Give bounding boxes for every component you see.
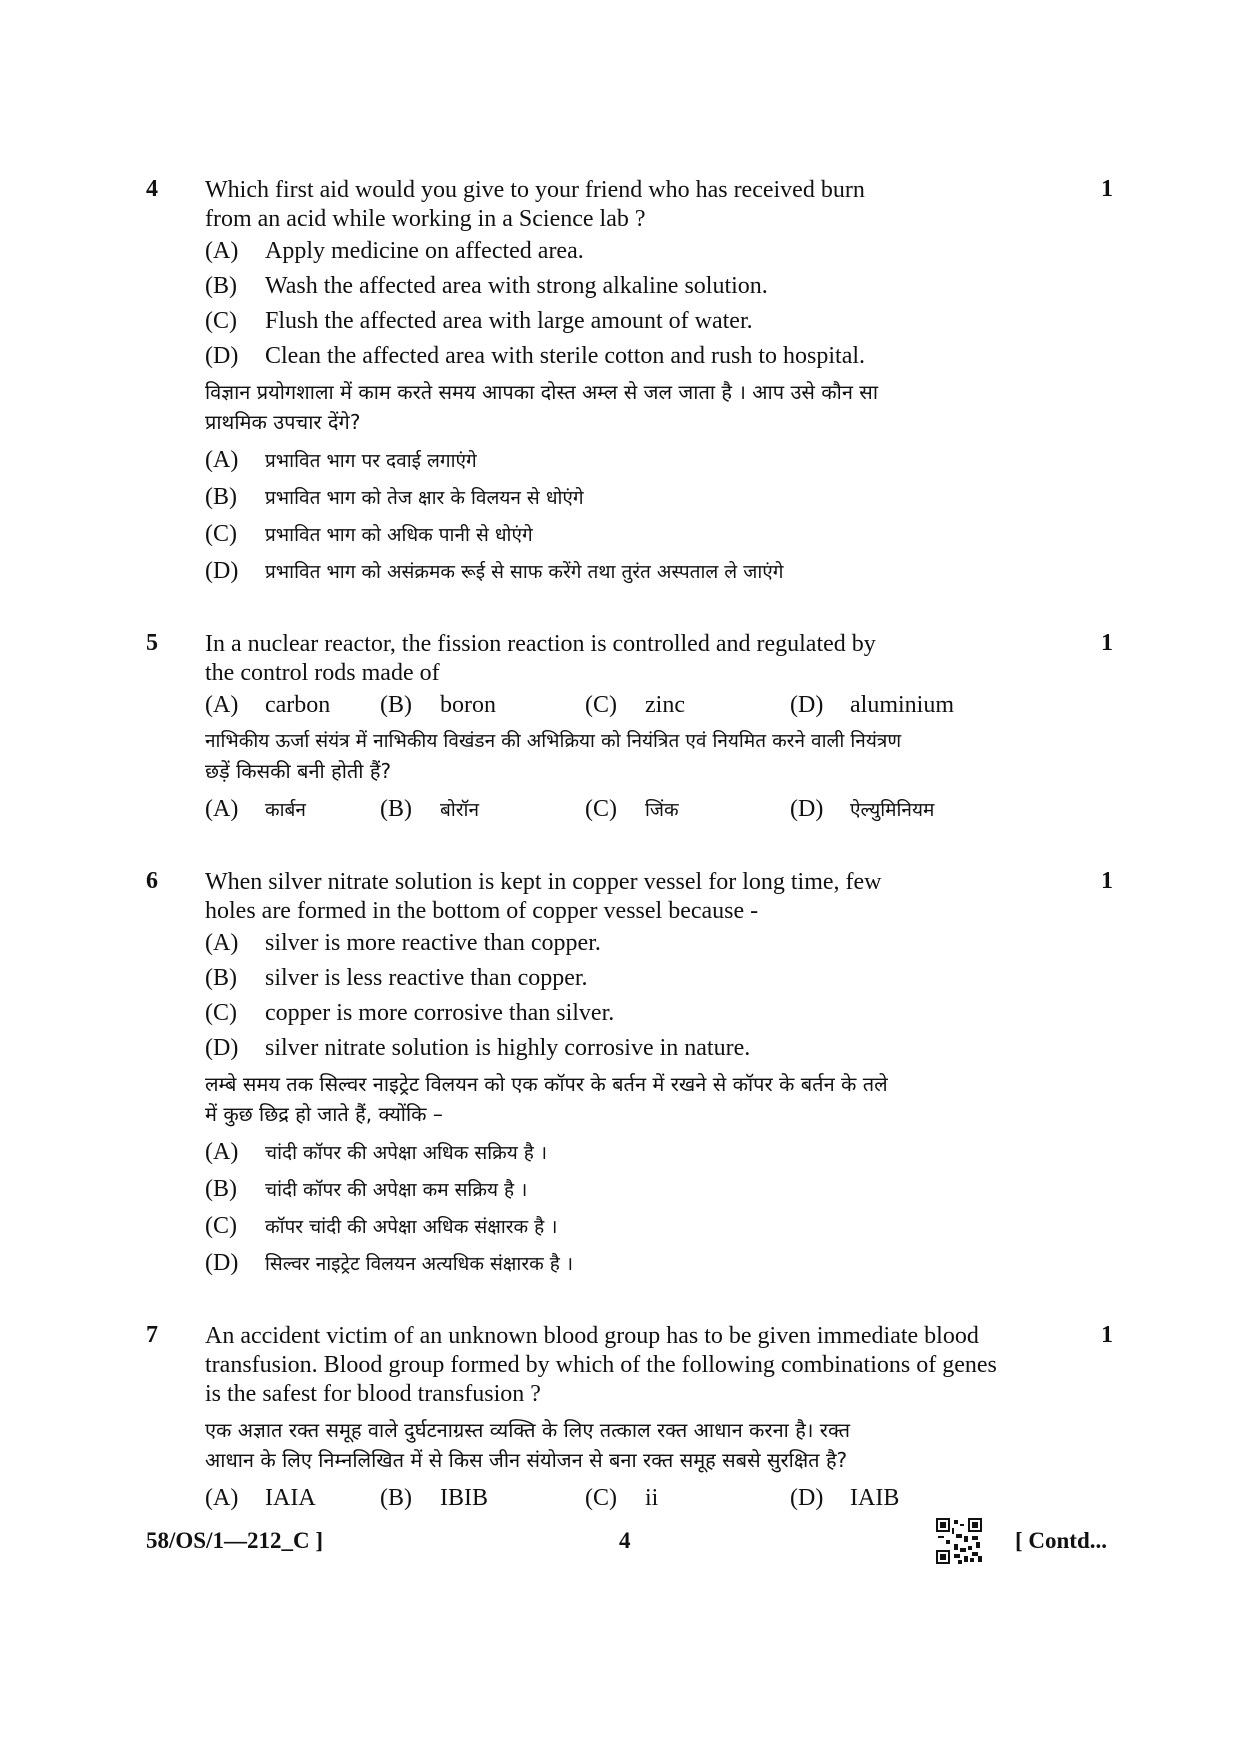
option-label: (C)	[205, 308, 237, 334]
option-label: (C)	[205, 1213, 237, 1239]
option-text: IAIA	[265, 1485, 316, 1511]
option-text: copper is more corrosive than silver.	[265, 1000, 615, 1026]
question-text-line: Which first aid would you give to your friend who has received burn	[205, 177, 865, 203]
option-label: (D)	[205, 558, 239, 584]
option-text: जिंक	[645, 799, 679, 821]
option-a	[205, 691, 330, 720]
option-label: (D)	[205, 343, 239, 369]
question-text-hindi	[205, 726, 1085, 786]
hindi-text-line: लम्बे समय तक सिल्वर नाइट्रेट विलयन को एक कॉपर के बर्तन में रखने से कॉपर के बर्तन के तले	[205, 1072, 888, 1096]
hindi-option-c	[585, 795, 679, 825]
question-text	[205, 1322, 1085, 1409]
option-a	[205, 1484, 316, 1513]
question-text	[205, 868, 1065, 926]
question-number: 5	[146, 630, 158, 656]
option-b	[380, 691, 496, 720]
question-text-line: An accident victim of an unknown blood group has to be given immediate blood	[205, 1323, 979, 1349]
option-label: (D)	[790, 692, 824, 718]
hindi-text-line: विज्ञान प्रयोगशाला में काम करते समय आपका दोस्त अम्ल से जल जाता है । आप उसे कौन सा	[205, 380, 878, 404]
option-c	[205, 999, 614, 1028]
option-label: (D)	[790, 1485, 824, 1511]
option-label: (D)	[205, 1250, 239, 1276]
option-label: (C)	[205, 521, 237, 547]
option-label: (A)	[205, 1139, 239, 1165]
option-label: (C)	[205, 1000, 237, 1026]
question-text	[205, 630, 1065, 688]
option-label: (A)	[205, 930, 239, 956]
option-label: (B)	[380, 692, 412, 718]
question-marks: 1	[1101, 1322, 1113, 1348]
option-b	[380, 1484, 488, 1513]
option-label: (B)	[205, 965, 237, 991]
option-text: ऐल्युमिनियम	[850, 799, 935, 821]
option-d	[205, 342, 865, 371]
option-d	[205, 1034, 750, 1063]
question-number: 6	[146, 868, 158, 894]
hindi-option-c	[205, 1212, 557, 1242]
option-label: (A)	[205, 1485, 239, 1511]
hindi-text-line: प्राथमिक उपचार देंगे?	[205, 410, 361, 434]
option-label: (C)	[585, 1485, 617, 1511]
question-marks: 1	[1101, 176, 1113, 202]
question-text-line: is the safest for blood transfusion ?	[205, 1381, 541, 1407]
question-text-line: from an acid while working in a Science lab ?	[205, 206, 646, 232]
option-text: प्रभावित भाग पर दवाई लगाएंगे	[265, 450, 477, 472]
option-text: प्रभावित भाग को अधिक पानी से धोएंगे	[265, 524, 533, 546]
option-label: (B)	[380, 796, 412, 822]
hindi-option-a	[205, 795, 306, 825]
option-a	[205, 237, 584, 266]
option-label: (C)	[585, 692, 617, 718]
paper-code: 58/OS/1—212_C ]	[146, 1528, 323, 1553]
question-text-hindi	[205, 1069, 1065, 1129]
option-text: IAIB	[850, 1485, 900, 1511]
option-text: boron	[440, 692, 496, 718]
option-c	[585, 691, 685, 720]
option-text: carbon	[265, 692, 331, 718]
question-text-hindi	[205, 377, 1065, 437]
option-text: चांदी कॉपर की अपेक्षा अधिक सक्रिय है ।	[265, 1142, 548, 1164]
option-text: सिल्वर नाइट्रेट विलयन अत्यधिक संक्षारक है ।	[265, 1253, 574, 1275]
question-text-line: holes are formed in the bottom of copper vessel because -	[205, 898, 759, 924]
question-text	[205, 176, 1065, 234]
continued-label: [ Contd...	[1015, 1528, 1108, 1553]
question-marks: 1	[1101, 868, 1113, 894]
option-label: (B)	[205, 1176, 237, 1202]
question-text-line: the control rods made of	[205, 660, 440, 686]
option-text: IBIB	[440, 1485, 488, 1511]
option-label: (A)	[205, 796, 239, 822]
option-text: कार्बन	[265, 799, 306, 821]
option-text: ii	[645, 1485, 659, 1511]
option-label: (B)	[205, 484, 237, 510]
question-text-line: transfusion. Blood group formed by which of the following combinations of genes	[205, 1352, 997, 1378]
question-text-hindi	[205, 1415, 1085, 1475]
hindi-text-line: आधान के लिए निम्नलिखित में से किस जीन संयोजन से बना रक्त समूह सबसे सुरक्षित है?	[205, 1448, 848, 1472]
qr-code-icon	[936, 1518, 982, 1564]
question-number: 4	[146, 176, 158, 202]
option-label: (D)	[205, 1035, 239, 1061]
option-label: (C)	[585, 796, 617, 822]
hindi-option-d	[205, 1249, 573, 1279]
question-number: 7	[146, 1322, 158, 1348]
option-b	[205, 272, 768, 301]
hindi-option-c	[205, 520, 533, 550]
hindi-text-line: एक अज्ञात रक्त समूह वाले दुर्घटनाग्रस्त व्यक्ति के लिए तत्काल रक्त आधान करना है। रक्त	[205, 1418, 851, 1442]
option-label: (A)	[205, 692, 239, 718]
option-text: zinc	[645, 692, 685, 718]
hindi-option-a	[205, 1138, 547, 1168]
hindi-text-line: नाभिकीय ऊर्जा संयंत्र में नाभिकीय विखंडन की अभिक्रिया को नियंत्रित एवं नियमित करने वाली नियंत्रण	[205, 730, 902, 752]
option-text: silver is more reactive than copper.	[265, 930, 601, 956]
option-text: silver is less reactive than copper.	[265, 965, 588, 991]
option-text: प्रभावित भाग को तेज क्षार के विलयन से धोएंगे	[265, 487, 584, 509]
option-text: Flush the affected area with large amount of water.	[265, 308, 753, 334]
option-text: Clean the affected area with sterile cotton and rush to hospital.	[265, 343, 866, 369]
hindi-option-d	[790, 795, 934, 825]
option-c	[205, 307, 753, 336]
hindi-option-b	[205, 483, 584, 513]
question-marks: 1	[1101, 630, 1113, 656]
question-text-line: In a nuclear reactor, the fission reaction is controlled and regulated by	[205, 631, 876, 657]
option-text: बोरॉन	[440, 799, 480, 821]
option-label: (D)	[790, 796, 824, 822]
option-text: कॉपर चांदी की अपेक्षा अधिक संक्षारक है ।	[265, 1216, 558, 1238]
option-label: (B)	[380, 1485, 412, 1511]
option-label: (A)	[205, 238, 239, 264]
page-number: 4	[619, 1528, 631, 1553]
option-text: silver nitrate solution is highly corrosive in nature.	[265, 1035, 751, 1061]
hindi-option-d	[205, 557, 783, 587]
option-text: प्रभावित भाग को असंक्रमक रूई से साफ करेंगे तथा तुरंत अस्पताल ले जाएंगे	[265, 561, 784, 583]
hindi-option-a	[205, 446, 477, 476]
hindi-option-b	[380, 795, 479, 825]
option-text: चांदी कॉपर की अपेक्षा कम सक्रिय है ।	[265, 1179, 528, 1201]
hindi-text-line: छड़ें किसकी बनी होती हैं?	[205, 759, 392, 783]
option-d	[790, 691, 954, 720]
option-c	[585, 1484, 658, 1513]
option-text: Apply medicine on affected area.	[265, 238, 584, 264]
option-label: (A)	[205, 447, 239, 473]
option-d	[790, 1484, 899, 1513]
question-text-line: When silver nitrate solution is kept in copper vessel for long time, few	[205, 869, 882, 895]
option-label: (B)	[205, 273, 237, 299]
option-b	[205, 964, 588, 993]
hindi-text-line: में कुछ छिद्र हो जाते हैं, क्योंकि –	[205, 1102, 443, 1126]
option-a	[205, 929, 601, 958]
option-text: aluminium	[850, 692, 954, 718]
option-text: Wash the affected area with strong alkaline solution.	[265, 273, 768, 299]
hindi-option-b	[205, 1175, 527, 1205]
